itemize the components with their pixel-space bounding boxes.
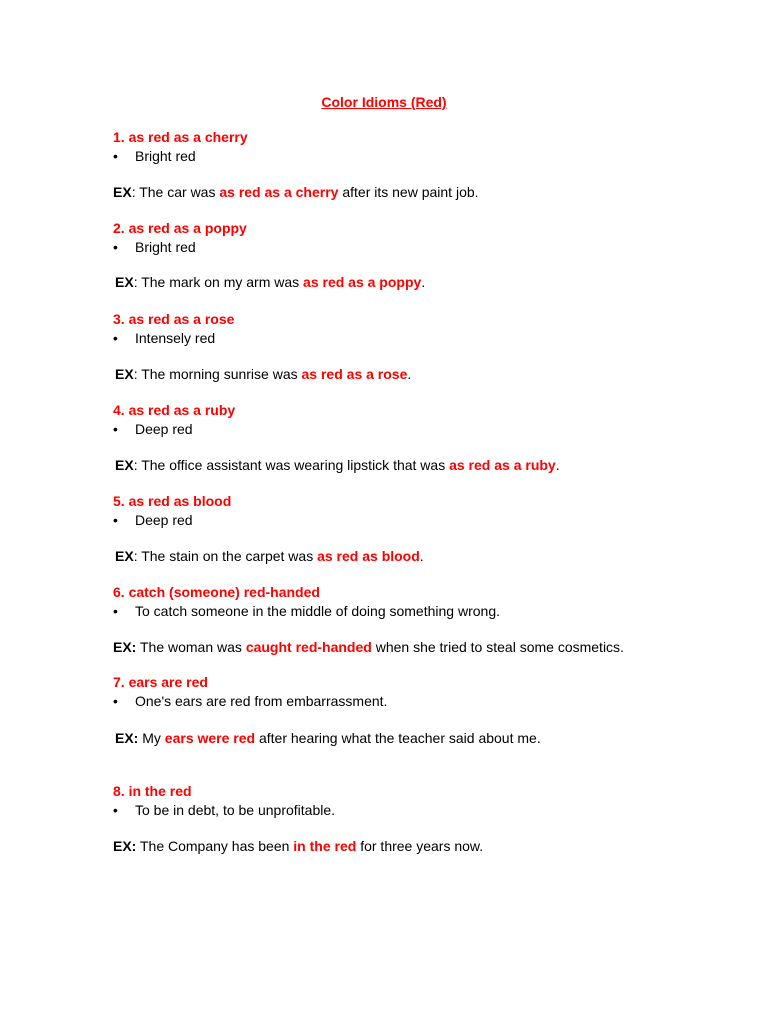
definition-text: Deep red [135,512,193,528]
example-highlight: as red as a rose [301,366,408,382]
example-text-after: for three years now. [356,838,484,854]
idiom-heading: 7. ears are red [113,674,208,690]
bullet-icon: • [113,802,118,818]
example-highlight: caught red-handed [245,639,372,655]
idiom-definition [113,238,733,257]
definition-text: To be in debt, to be unprofitable. [135,802,336,818]
idiom-heading: 5. as red as blood [113,493,232,509]
example-label: EX: [113,838,137,854]
idiom-definition [113,602,733,621]
idiom-example [113,365,733,384]
example-text-before: : The car was [131,184,220,200]
example-text-before: The woman was [136,639,246,655]
example-highlight: as red as blood [317,548,420,564]
idiom-heading: 4. as red as a ruby [113,402,236,418]
idiom-example [113,638,733,657]
example-highlight: in the red [293,838,357,854]
bullet-icon: • [113,148,118,164]
idiom-example [113,837,733,856]
example-label: EX [115,548,134,564]
bullet-icon: • [113,693,118,709]
idiom-definition [113,420,733,439]
example-text-before: The Company has been [136,838,294,854]
bullet-icon: • [113,421,118,437]
idiom-heading: 1. as red as a cherry [113,129,248,145]
idiom-example [113,183,733,202]
idiom-definition [113,147,733,166]
idiom-definition [113,511,733,530]
definition-text: To catch someone in the middle of doing something wrong. [135,603,500,619]
example-label: EX [115,457,134,473]
example-text-after: . [555,457,560,473]
idiom-heading: 6. catch (someone) red-handed [113,584,320,600]
example-text-before: : The office assistant was wearing lipstick that was [133,457,450,473]
example-highlight: as red as a cherry [219,184,339,200]
example-highlight: ears were red [164,730,256,746]
bullet-icon: • [113,603,118,619]
idiom-entry-1 [113,128,733,202]
definition-text: Bright red [135,148,196,164]
example-label: EX: [113,639,137,655]
idiom-heading: 3. as red as a rose [113,311,235,327]
idiom-entry-6 [113,583,733,657]
idiom-example [113,273,733,292]
example-text-before: : The morning sunrise was [133,366,302,382]
idiom-definition [113,329,733,348]
example-label: EX [115,366,134,382]
bullet-icon: • [113,330,118,346]
idiom-definition [113,801,733,820]
example-text-before: My [138,730,165,746]
example-text-after: after its new paint job. [338,184,479,200]
example-highlight: as red as a poppy [303,274,422,290]
example-label: EX: [115,730,139,746]
page-title: Color Idioms (Red) [321,94,447,110]
idiom-heading: 8. in the red [113,783,192,799]
idiom-heading: 2. as red as a poppy [113,220,247,236]
bullet-icon: • [113,512,118,528]
idiom-entry-2 [113,219,733,292]
example-text-before: : The mark on my arm was [133,274,304,290]
idiom-entry-3 [113,310,733,384]
example-text-before: : The stain on the carpet was [133,548,318,564]
idiom-definition [113,692,733,711]
example-label: EX [115,274,134,290]
example-highlight: as red as a ruby [449,457,556,473]
example-text-after: when she tried to steal some cosmetics. [371,639,624,655]
definition-text: One's ears are red from embarrassment. [135,693,388,709]
definition-text: Bright red [135,239,196,255]
example-label: EX [113,184,132,200]
idiom-example [113,547,733,566]
definition-text: Deep red [135,421,193,437]
bullet-icon: • [113,239,118,255]
idiom-entry-5 [113,492,733,566]
idiom-entry-7 [113,673,733,748]
idiom-entry-8 [113,782,733,856]
example-text-after: . [419,548,424,564]
idiom-example [113,729,733,748]
idiom-entry-4 [113,401,733,475]
definition-text: Intensely red [135,330,216,346]
example-text-after: after hearing what the teacher said about me. [255,730,541,746]
idiom-example [113,456,733,475]
example-text-after: . [421,274,426,290]
example-text-after: . [407,366,412,382]
